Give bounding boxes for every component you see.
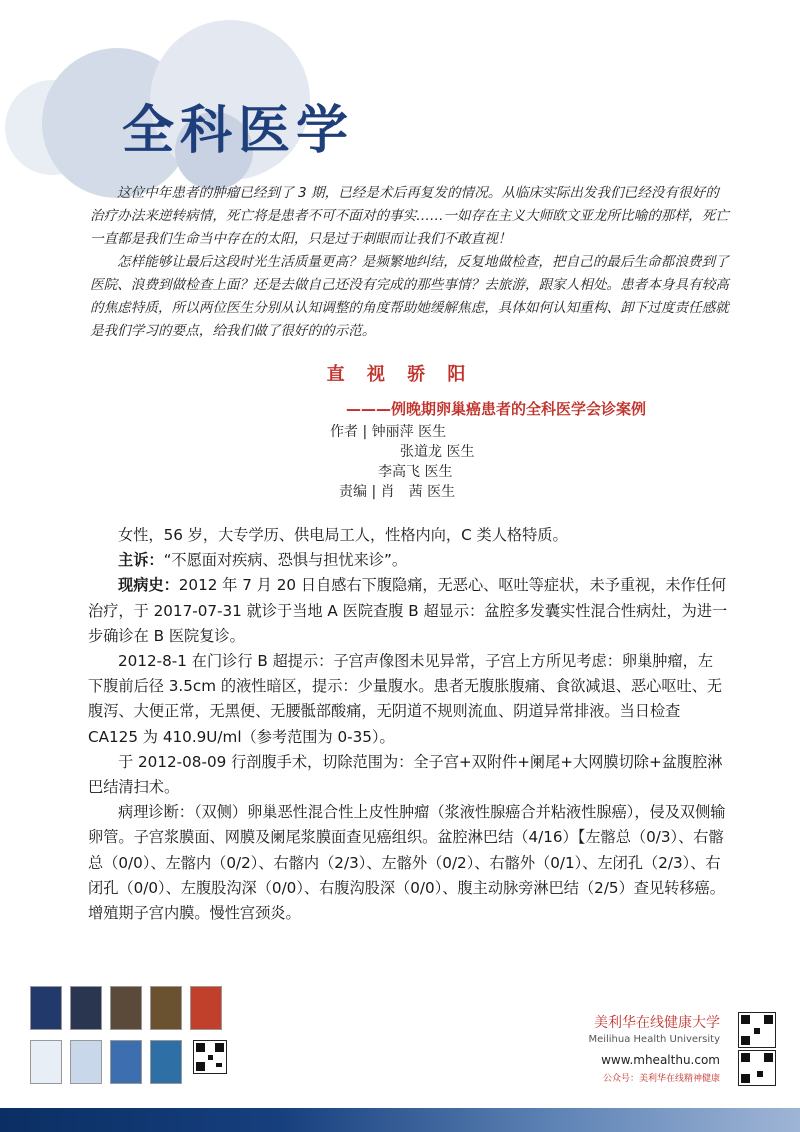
intro-section bbox=[90, 182, 730, 343]
book-cover bbox=[110, 986, 142, 1030]
history-label: 现病史： bbox=[118, 576, 179, 595]
author-list bbox=[330, 422, 474, 502]
article-title: 直 视 骄 阳 bbox=[326, 364, 474, 385]
article-body bbox=[88, 523, 728, 926]
author-label: 作者 | bbox=[330, 424, 372, 440]
brand-qr-codes bbox=[738, 1012, 778, 1086]
body-paragraph: 女性，56 岁，大专学历、供电局工人，性格内向，C 类人格特质。 bbox=[118, 526, 568, 544]
book-cover bbox=[150, 986, 182, 1030]
author-name: 李高飞 医生 bbox=[378, 464, 453, 480]
body-paragraph bbox=[88, 548, 728, 573]
qr-code-icon bbox=[193, 1040, 227, 1074]
intro-paragraph: 这位中年患者的肿瘤已经到了 3 期，已经是术后再复发的情况。从临床实际出发我们已经没有很好的治疗办法来逆转病情，死亡将是患者不可不面对的事实……一如存在主义大师欧文亚龙所比喻的那样，死亡一直都是我们生命当中存在的太阳，只是过于刺眼而让我们不敢直视！ bbox=[90, 185, 729, 247]
book-cover bbox=[30, 1040, 62, 1084]
history-text: 2012 年 7 月 20 日自感右下腹隐痛，无恶心、呕吐等症状，未予重视，未作任何治疗，于 2017-07-31 就诊于当地 A 医院查腹 B 超显示：盆腔多发囊实性混合性病灶，为进一步确诊在 B 医院复诊。 bbox=[88, 576, 728, 645]
chief-complaint-text: “不愿面对疾病、恐惧与担忧来诊”。 bbox=[163, 551, 408, 570]
brand-block bbox=[588, 1012, 720, 1084]
body-paragraph: 2012-8-1 在门诊行 B 超提示：子宫声像图未见异常，子宫上方所见考虑：卵巢肿瘤，左下腹前后径 3.5cm 的液性暗区，提示：少量腹水。患者无腹胀腹痛、食欲减退、恶心呕吐、无腹泻、大便正常，无黑便、无腰骶部酸痛，无阴道不规则流血、阴道异常排液。当日检查 CA125 为 410.9U/ml（参考范围为 0-35）。 bbox=[88, 652, 723, 746]
page-title: 全科医学 bbox=[122, 101, 355, 161]
book-cover bbox=[190, 986, 222, 1030]
book-thumbnails bbox=[30, 982, 230, 1090]
author-name: 张道龙 医生 bbox=[400, 444, 475, 460]
brand-name-en: Meilihua Health University bbox=[588, 1034, 720, 1045]
author-row bbox=[330, 482, 474, 502]
author-name: 肖 茜 医生 bbox=[380, 484, 456, 500]
book-cover bbox=[30, 986, 62, 1030]
book-cover bbox=[70, 1040, 102, 1084]
chief-complaint-label: 主诉： bbox=[118, 551, 164, 570]
book-cover bbox=[110, 1040, 142, 1084]
author-label: 责编 | bbox=[339, 484, 381, 500]
qr-code-icon bbox=[738, 1050, 776, 1086]
qr-code-icon bbox=[738, 1012, 776, 1048]
author-name: 钟丽萍 医生 bbox=[371, 424, 447, 440]
intro-paragraph: 怎样能够让最后这段时光生活质量更高？是频繁地纠结，反复地做检查，把自己的最后生命都浪费到了医院、浪费到做检查上面？还是去做自己还没有完成的那些事情？去旅游，跟家人相处。患者本身具有较高的焦虑特质，所以两位医生分别从认知调整的角度帮助她缓解焦虑，具体如何认知重构、卸下过度责任感就是我们学习的要点，给我们做了很好的的示范。 bbox=[90, 254, 729, 339]
author-row bbox=[330, 422, 474, 442]
footer-bar bbox=[0, 1108, 800, 1132]
article-subtitle: ———例晚期卵巢癌患者的全科医学会诊案例 bbox=[346, 400, 647, 418]
wechat-account: 公众号：美利华在线精神健康 bbox=[602, 1074, 720, 1084]
body-paragraph: 病理诊断：（双侧）卵巢恶性混合性上皮性肿瘤（浆液性腺癌合并粘液性腺癌），侵及双侧输卵管。子宫浆膜面、网膜及阑尾浆膜面查见癌组织。盆腔淋巴结（4/16）【左髂总（0/3）、右髂总（0/0）、左髂内（0/2）、右髂内（2/3）、左髂外（0/2）、右髂外（0/1）、左闭孔（2/3）、右闭孔（0/0）、左腹股沟深（0/0）、右腹沟股深（0/0）、腹主动脉旁淋巴结（2/5）查见转移癌。增殖期子宫内膜。慢性宫颈炎。 bbox=[88, 803, 726, 923]
body-paragraph bbox=[88, 573, 728, 649]
author-row bbox=[330, 462, 474, 482]
website-link[interactable]: www.mhealthu.com bbox=[601, 1053, 720, 1067]
book-cover bbox=[150, 1040, 182, 1084]
author-row bbox=[330, 442, 474, 462]
body-paragraph: 于 2012-08-09 行剖腹手术，切除范围为：全子宫+双附件+阑尾+大网膜切除+盆腹腔淋巴结清扫术。 bbox=[88, 752, 723, 797]
book-cover bbox=[70, 986, 102, 1030]
brand-name-cn: 美利华在线健康大学 bbox=[594, 1015, 720, 1031]
